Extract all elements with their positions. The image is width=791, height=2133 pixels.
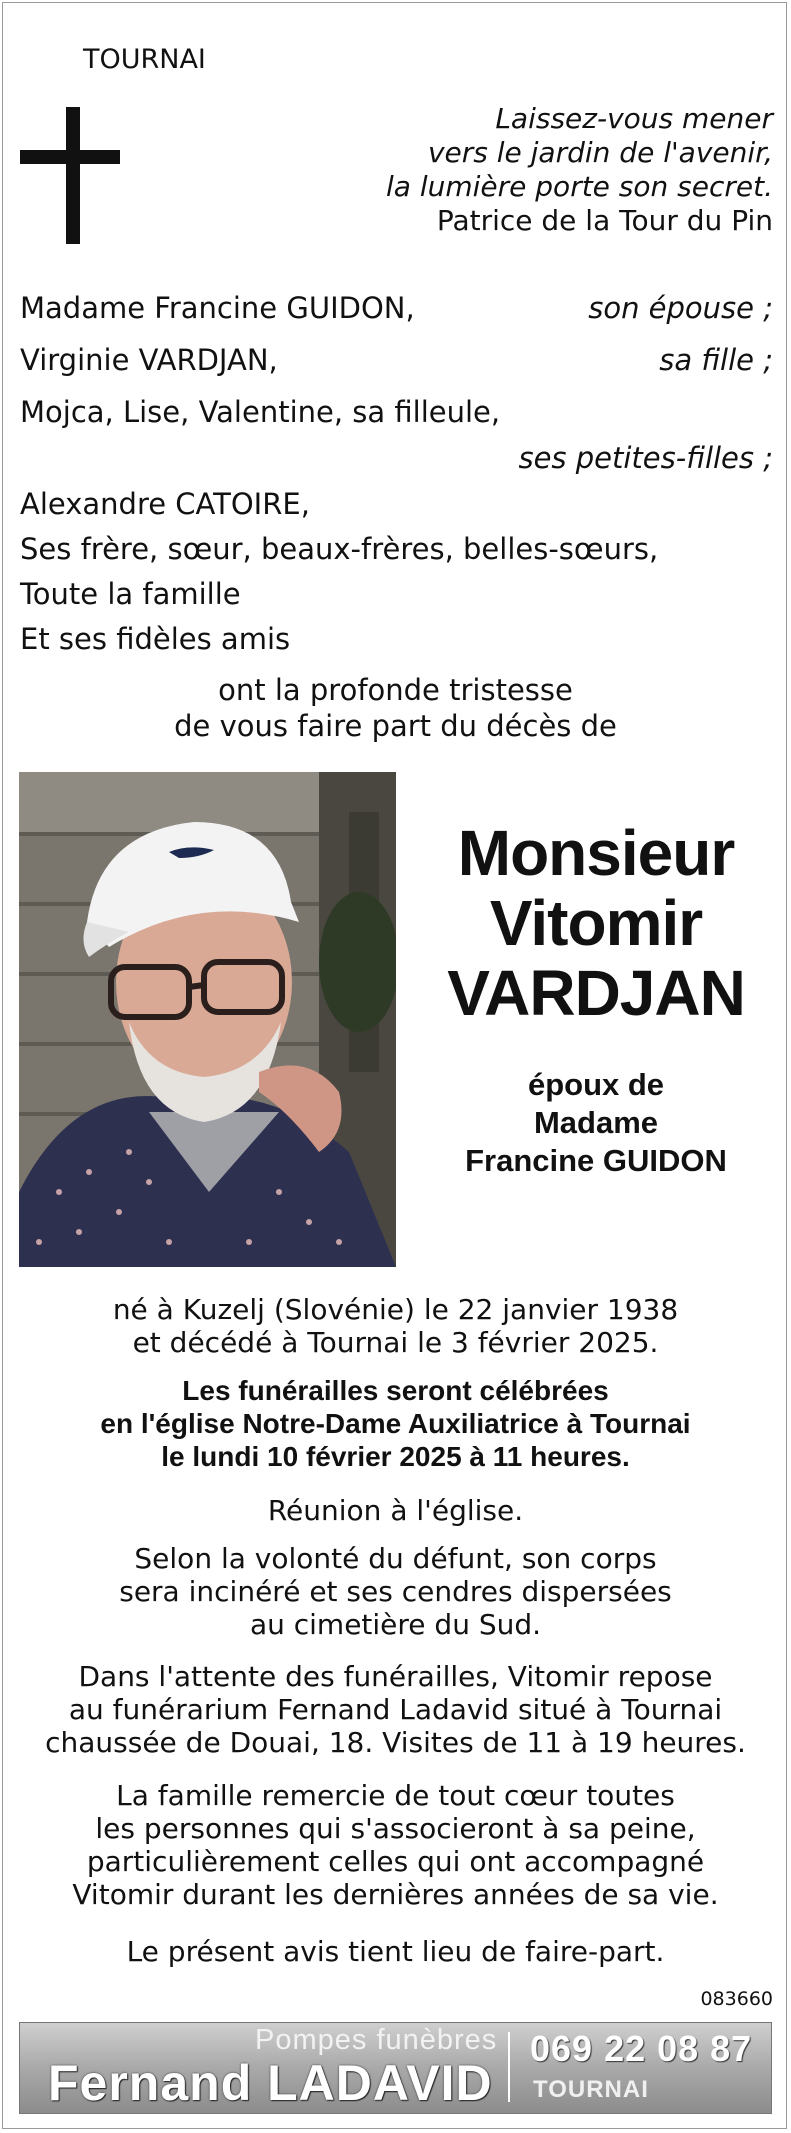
rest-info (0, 1660, 791, 1759)
family-row (20, 621, 773, 657)
cross-icon (66, 107, 80, 244)
deceased-name-block (418, 818, 774, 1180)
quote-line: vers le jardin de l'avenir, (427, 136, 773, 169)
rest-line: Dans l'attente des funérailles, Vitomir repose (78, 1660, 713, 1693)
notice-line: Le présent avis tient lieu de faire-part. (126, 1935, 665, 1968)
family-name: Virginie VARDJAN, (20, 343, 278, 377)
banner-phone: 069 22 08 87 (530, 2028, 753, 2069)
family-name: Toute la famille (20, 577, 241, 611)
intro-line: ont la profonde tristesse (218, 673, 573, 707)
family-name: Mojca, Lise, Valentine, sa filleule, (20, 395, 501, 429)
family-row (20, 342, 773, 378)
deceased-title: Monsieur (457, 817, 735, 889)
death-line: et décédé à Tournai le 3 février 2025. (132, 1326, 659, 1359)
intro-line: de vous faire part du décès de (174, 709, 617, 743)
banner-tagline: Pompes funèbres (255, 2024, 498, 2056)
meeting-info: Réunion à l'église. (267, 1494, 524, 1527)
quote-author: Patrice de la Tour du Pin (436, 204, 773, 237)
family-name: Ses frère, sœur, beaux-frères, belles-sœurs, (20, 532, 659, 566)
funeral-line: le lundi 10 février 2025 à 11 heures. (161, 1441, 630, 1472)
cremation-line: au cimetière du Sud. (249, 1608, 542, 1641)
thanks-line: Vitomir durant les dernières années de sa vie. (72, 1878, 719, 1911)
header-city: TOURNAI (83, 44, 206, 75)
quote-line: la lumière porte son secret. (386, 170, 773, 203)
spouse-line: époux de (527, 1067, 665, 1102)
family-row (20, 290, 773, 326)
birth-death-info (0, 1293, 791, 1359)
deceased-first-name: Vitomir (489, 887, 703, 959)
family-row (20, 486, 773, 522)
family-relation: ses petites-filles ; (518, 441, 773, 475)
cremation-line: sera incinéré et ses cendres dispersées (119, 1575, 672, 1608)
family-name: Et ses fidèles amis (20, 622, 291, 656)
rest-line: chaussée de Douai, 18. Visites de 11 à 19 heures. (45, 1726, 746, 1759)
portrait-photo (19, 772, 396, 1267)
cremation-info (0, 1542, 791, 1641)
funeral-info (0, 1374, 791, 1473)
thanks-info (0, 1779, 791, 1911)
family-relation: sa fille ; (659, 343, 773, 377)
announcement-intro (0, 672, 791, 744)
banner-divider (508, 2032, 510, 2102)
cross-icon-bar (20, 150, 120, 164)
family-name: Madame Francine GUIDON, (20, 291, 415, 325)
family-row (20, 394, 773, 430)
thanks-line: les personnes qui s'associeront à sa peine, (95, 1812, 696, 1845)
rest-line: au funérarium Fernand Ladavid situé à Tournai (68, 1693, 723, 1726)
quote-line: Laissez-vous mener (495, 102, 773, 135)
family-relation: son épouse ; (588, 291, 773, 325)
deceased-last-name: VARDJAN (447, 957, 745, 1029)
reference-number: 083660 (700, 1988, 773, 2010)
spouse-line: Francine GUIDON (465, 1143, 727, 1178)
birth-line: né à Kuzelj (Slovénie) le 22 janvier 1938 (112, 1293, 679, 1326)
thanks-line: La famille remercie de tout cœur toutes (116, 1779, 675, 1812)
family-list (20, 290, 773, 670)
family-row (20, 576, 773, 612)
thanks-line: particulièrement celles qui ont accompagné (86, 1845, 705, 1878)
funeral-line: en l'église Notre-Dame Auxiliatrice à Tournai (100, 1408, 691, 1439)
family-row (20, 531, 773, 567)
funeral-line: Les funérailles seront célébrées (182, 1375, 609, 1406)
banner-city: TOURNAI (533, 2076, 649, 2103)
portrait-illustration (19, 772, 396, 1267)
banner-company: Fernand LADAVID (48, 2055, 493, 2111)
family-name: Alexandre CATOIRE, (20, 487, 310, 521)
poem-quote (386, 102, 773, 238)
spouse-line: Madame (533, 1105, 659, 1140)
cremation-line: Selon la volonté du défunt, son corps (134, 1542, 657, 1575)
